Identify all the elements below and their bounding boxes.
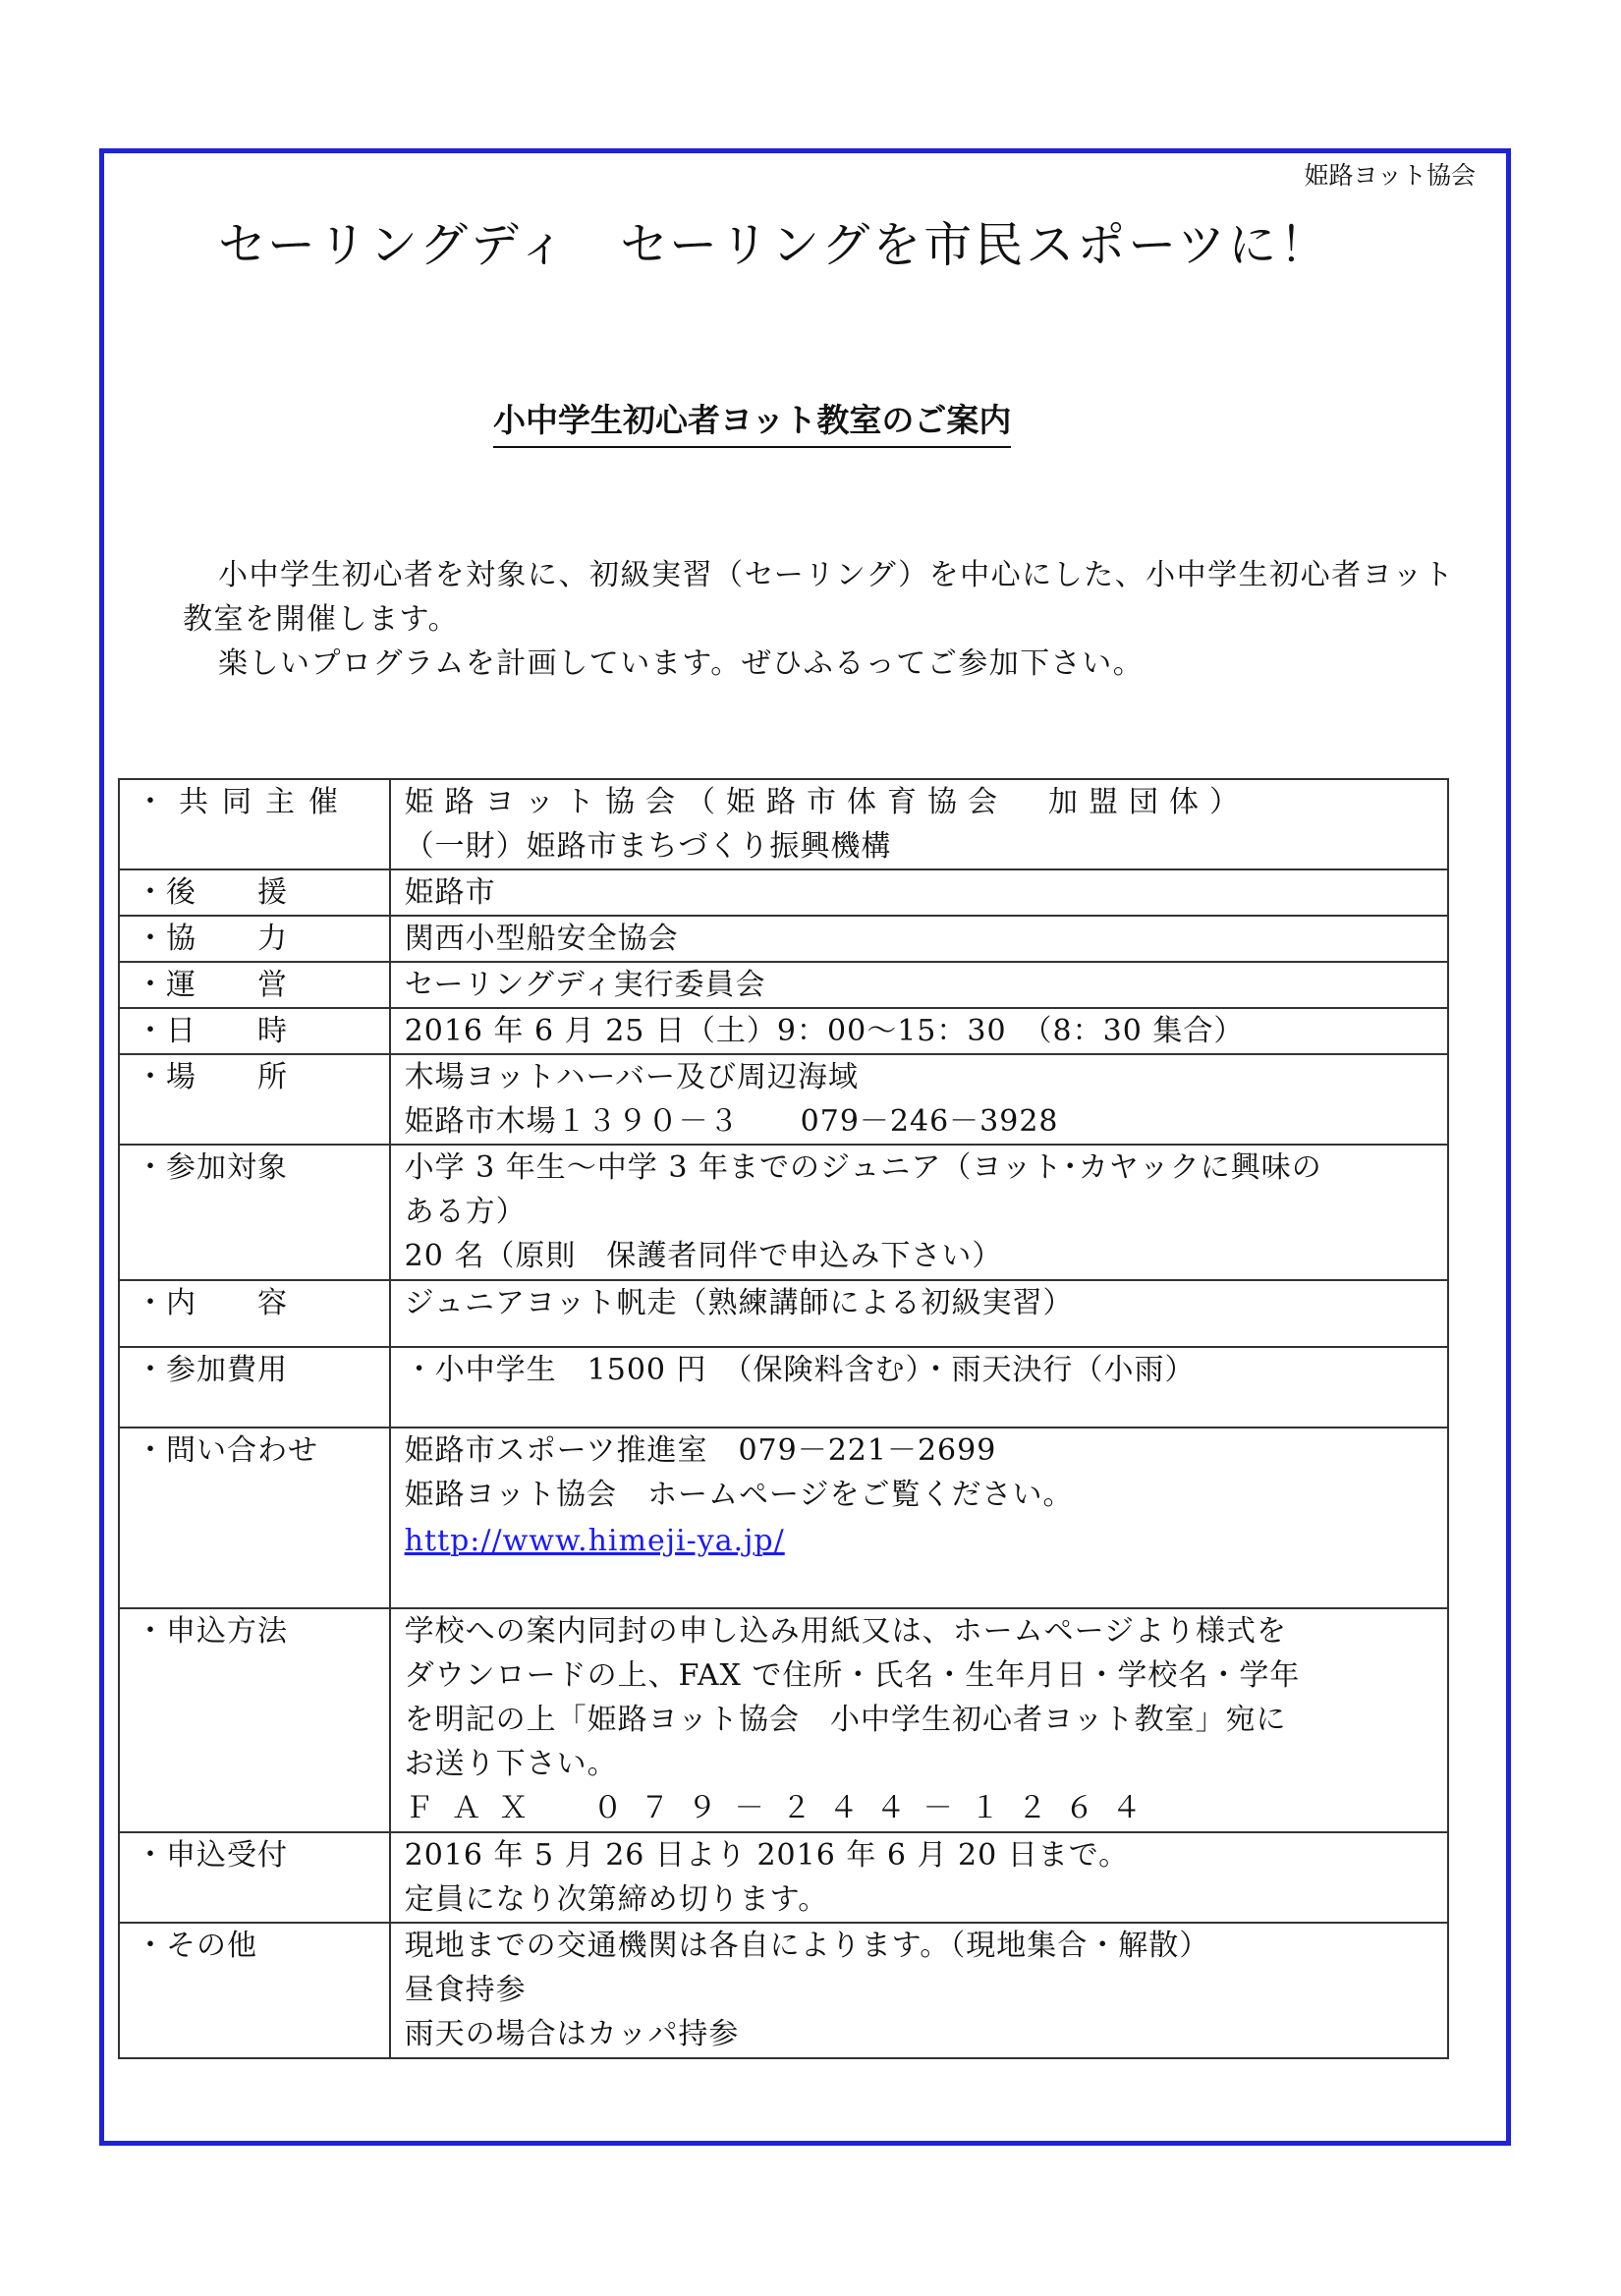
- value-line: 雨天の場合はカッパ持参: [404, 2017, 740, 2051]
- row-value: [390, 779, 1448, 869]
- table-row-management: [119, 962, 1448, 1008]
- row-value: [390, 1280, 1448, 1347]
- value-line: 姫路市: [404, 875, 496, 910]
- table-row-cohost: [119, 779, 1448, 869]
- value-line: セーリングディ実行委員会: [404, 968, 766, 1002]
- value-line: ・小中学生 1500 円 （保険料含む）・雨天決行（小雨）: [404, 1353, 1196, 1387]
- value-line: 姫路市スポーツ推進室 079－221－2699: [404, 1433, 997, 1468]
- row-label: ・後 援: [119, 869, 390, 916]
- row-value: [390, 916, 1448, 962]
- row-value: [390, 1832, 1448, 1923]
- row-value: [390, 1054, 1448, 1145]
- value-line: お送り下さい。: [404, 1747, 618, 1781]
- row-value: [390, 869, 1448, 916]
- row-value: [390, 1428, 1448, 1608]
- row-label: ・その他: [119, 1923, 390, 2058]
- value-line: 姫路ヨット協会 ホームページをご覧ください。: [404, 1478, 1074, 1512]
- value-line: を明記の上「姫路ヨット協会 小中学生初心者ヨット教室」宛に: [404, 1703, 1287, 1737]
- intro-paragraph-1: 小中学生初心者を対象に、初級実習（セーリング）を中心にした、小中学生初心者ヨット教室を開催します。: [183, 558, 1455, 637]
- row-value: [390, 1923, 1448, 2058]
- row-label: ・共同主催: [119, 779, 390, 869]
- main-title: セーリングディ セーリングを市民スポーツに！: [218, 217, 1331, 273]
- row-label: ・参加対象: [119, 1145, 390, 1280]
- value-line: 20 名（原則 保護者同伴で申込み下さい）: [404, 1239, 1003, 1273]
- row-label: ・問い合わせ: [119, 1428, 390, 1608]
- value-line: 2016 年 5 月 26 日より 2016 年 6 月 20 日まで。: [404, 1838, 1130, 1873]
- value-line: ダウンロードの上、FAX で住所・氏名・生年月日・学校名・学年: [404, 1658, 1301, 1693]
- intro-paragraph-2: 楽しいプログラムを計画しています。ぜひふるってご参加下さい。: [218, 646, 1145, 681]
- table-row-application-method: [119, 1608, 1448, 1832]
- intro-text: [183, 553, 1480, 686]
- row-value: [390, 1008, 1448, 1054]
- table-row-location: [119, 1054, 1448, 1145]
- value-line: 関西小型船安全協会: [404, 922, 679, 956]
- fax-number: ＦＡＸ ０７９－２４４－１２６４: [404, 1791, 1159, 1825]
- table-row-other: [119, 1923, 1448, 2058]
- value-line: ジュニアヨット帆走（熟練講師による初級実習）: [404, 1286, 1074, 1320]
- table-row-cooperation: [119, 916, 1448, 962]
- subtitle: 小中学生初心者ヨット教室のご案内: [493, 397, 1011, 448]
- row-label: ・参加費用: [119, 1347, 390, 1428]
- value-line: 木場ヨットハーバー及び周辺海域: [404, 1060, 859, 1094]
- table-row-application-period: [119, 1832, 1448, 1923]
- row-value: [390, 1347, 1448, 1428]
- org-name: 姫路ヨット協会: [1304, 161, 1476, 190]
- table-row-support: [119, 869, 1448, 916]
- table-row-fee: [119, 1347, 1448, 1428]
- table-row-contact: [119, 1428, 1448, 1608]
- row-label: ・日 時: [119, 1008, 390, 1054]
- value-line: （一財）姫路市まちづくり振興機構: [404, 829, 892, 864]
- table-row-content: [119, 1280, 1448, 1347]
- row-label: ・申込受付: [119, 1832, 390, 1923]
- value-line: 定員になり次第締め切ります。: [404, 1882, 829, 1917]
- row-value: [390, 1608, 1448, 1832]
- row-value: [390, 962, 1448, 1008]
- value-line: 学校への案内同封の申し込み用紙又は、ホームページより様式を: [404, 1614, 1288, 1649]
- table-row-datetime: [119, 1008, 1448, 1054]
- row-label: ・申込方法: [119, 1608, 390, 1832]
- row-label: ・運 営: [119, 962, 390, 1008]
- homepage-link[interactable]: http://www.himeji-ya.jp/: [404, 1524, 785, 1558]
- event-info-table: [118, 778, 1449, 2059]
- value-line: 2016 年 6 月 25 日（土）9：00〜15：30 （8：30 集合）: [404, 1014, 1245, 1048]
- value-line: 現地までの交通機関は各自によります。（現地集合・解散）: [404, 1929, 1210, 1963]
- row-label: ・内 容: [119, 1280, 390, 1347]
- row-value: [390, 1145, 1448, 1280]
- value-line: ある方）: [404, 1195, 527, 1229]
- row-label: ・協 力: [119, 916, 390, 962]
- table-row-eligibility: [119, 1145, 1448, 1280]
- value-line: 昼食持参: [404, 1973, 527, 2007]
- value-line: 小学 3 年生〜中学 3 年までのジュニア（ヨット･カヤックに興味の: [404, 1150, 1322, 1185]
- value-line: 姫路市木場１３９０－３ 079－246－3928: [404, 1104, 1059, 1139]
- row-label: ・場 所: [119, 1054, 390, 1145]
- value-line: 姫路ヨット協会（姫路市体育協会 加盟団体）: [404, 785, 1251, 819]
